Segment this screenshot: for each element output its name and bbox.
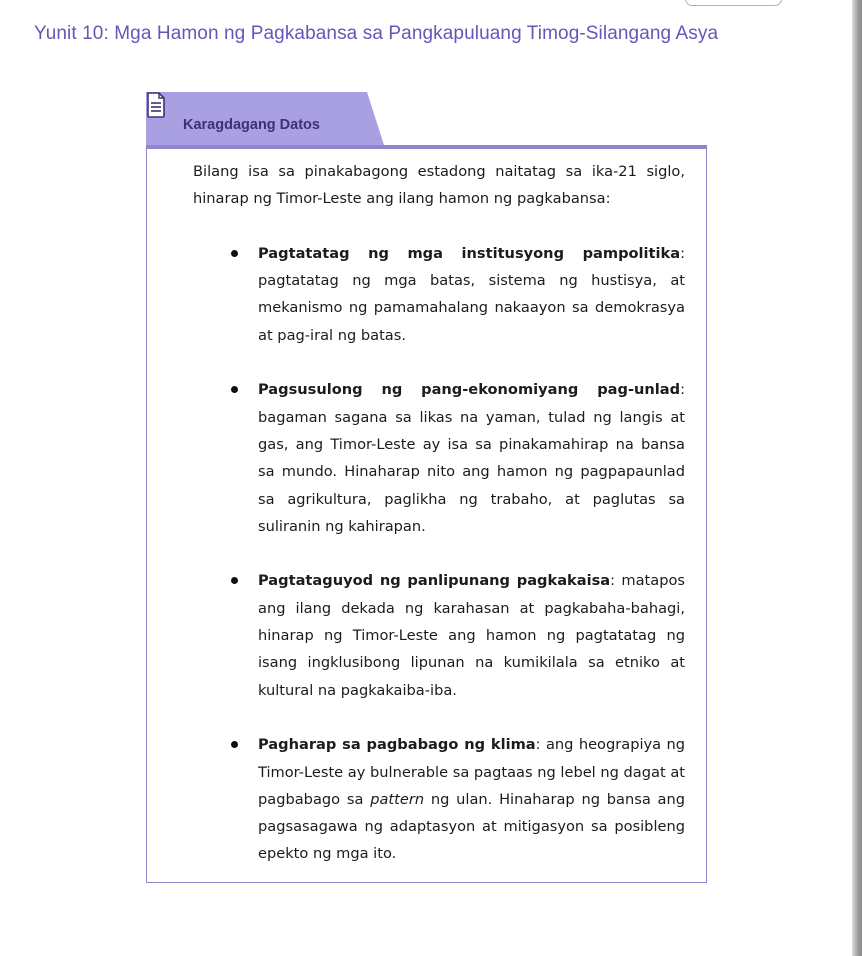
list-item: Pagsusulong ng pang-ekonomiyang pag-unlad: bagaman sagana sa likas na yaman, tulad ng langis at gas, ang Timor-Leste ay isa sa pinakamahirap na bansa sa mundo. Hinaharap nito ang hamon ng pagpapaunlad sa agrikultura, paglikha ng trabaho, at paglutas sa suliranin ng kahirapan. (193, 376, 685, 540)
bullet-icon (231, 577, 238, 584)
item-text-start: ang heograpiya ng Timor-Leste ay bulnerable sa pagtaas ng lebel ng dagat at pagbabago sa (258, 736, 685, 808)
page-edge-shadow (852, 0, 862, 956)
challenge-list (193, 240, 685, 868)
list-item: Pagharap sa pagbabago ng klima: ang heograpiya ng Timor-Leste ay bulnerable sa pagtaas ng lebel ng dagat at pagbabago sa pattern ng ulan. Hinaharap ng bansa ang pagsasagawa ng adaptasyon at mitigasyon sa posibleng epekto ng mga ito. (193, 731, 685, 867)
bullet-icon (231, 386, 238, 393)
list-item: Pagtataguyod ng panlipunang pagkakaisa: matapos ang ilang dekada ng karahasan at pagkabaha-bahagi, hinarap ng Timor-Leste ang hamon ng pagtatatag ng isang ingklusibong lipunan na kumikilala sa etniko at kultural na pagkakaiba-iba. (193, 567, 685, 703)
item-text-end: ng ulan. Hinaharap ng bansa ang pagsasagawa ng adaptasyon at mitigasyon sa posibleng epekto ng mga ito. (258, 790, 685, 863)
item-term: Pagtatatag ng mga institusyong pampolitika (258, 244, 681, 262)
item-text: pagtatatag ng mga batas, sistema ng hustisya, at mekanismo ng pamamahalang nakaayon sa demokrasya at pag-iral ng batas. (258, 272, 685, 344)
callout-tab-label: Karagdagang Datos (183, 117, 320, 133)
list-item: Pagtatatag ng mga institusyong pampolitika: pagtatatag ng mga batas, sistema ng hustisya, at mekanismo ng pamamahalang nakaayon sa demokrasya at pag-iral ng batas. (193, 240, 685, 349)
item-text: matapos ang ilang dekada ng karahasan at pagkabaha-bahagi, hinarap ng Timor-Leste ang hamon ng pagtatatag ng isang ingklusibong lipunan na kumikilala sa etniko at kultural na pagkakaiba-iba. (258, 572, 685, 699)
item-term: Pagharap sa pagbabago ng klima (258, 736, 536, 754)
document-list-icon (146, 92, 166, 118)
item-text: bagaman sagana sa likas na yaman, tulad ng langis at gas, ang Timor-Leste ay isa sa pinakamahirap na bansa sa mundo. Hinaharap nito ang hamon ng pagpapaunlad sa agrikultura, paglikha ng trabaho, at paglutas sa suliranin ng kahirapan. (258, 408, 685, 535)
bullet-icon (231, 741, 238, 748)
item-term: Pagsusulong ng pang-ekonomiyang pag-unlad (258, 381, 681, 399)
unit-title: Yunit 10: Mga Hamon ng Pagkabansa sa Pangkapuluang Timog-Silangang Asya (34, 23, 719, 44)
callout-tab (146, 92, 384, 145)
item-text-italic: pattern (370, 790, 425, 808)
top-tab-edge (685, 0, 782, 6)
callout-content (193, 158, 685, 868)
bullet-icon (231, 250, 238, 257)
intro-paragraph: Bilang isa sa pinakabagong estadong naitatag sa ika-21 siglo, hinarap ng Timor-Leste ang ilang hamon ng pagkabansa: (193, 163, 685, 208)
item-term: Pagtataguyod ng panlipunang pagkakaisa (258, 572, 611, 590)
